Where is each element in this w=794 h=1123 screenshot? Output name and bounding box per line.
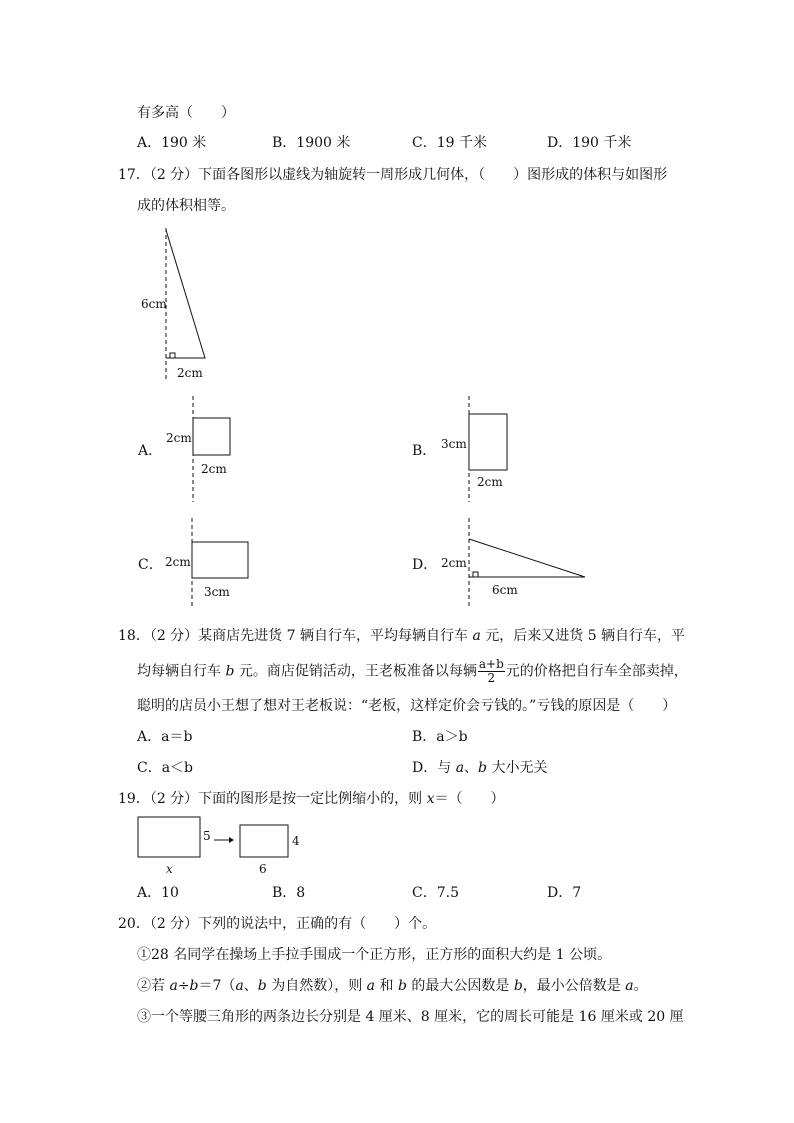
q18-option-d[interactable]: D．与 a、b 大小无关 <box>412 760 548 776</box>
q18-question-line3: 聪明的店员小王想了想对王老板说：“老板，这样定价会亏钱的。”亏钱的原因是（ ） <box>137 698 677 714</box>
q19-option-a[interactable]: A．10 <box>137 885 179 901</box>
q17-option-d-width-label: 6cm <box>492 583 518 597</box>
q19-big-bottom-label: x <box>166 862 173 876</box>
q19-question-line: 19．（2 分）下面的图形是按一定比例缩小的，则 x＝（ ） <box>118 791 505 807</box>
q17-option-d-letter[interactable]: D． <box>412 557 438 573</box>
q20-statement-3: ③一个等腰三角形的两条边长分别是 4 厘米、8 厘米，它的周长可能是 16 厘米或 20 厘 <box>137 1009 684 1025</box>
q18-fraction: $\frac{a+b}{2}$ <box>478 657 504 685</box>
q18-option-c[interactable]: C．a＜b <box>137 760 194 776</box>
q17-question-line1: 17．（2 分）下面各图形以虚线为轴旋转一周形成几何体，（ ）图形成的体积与如图形 <box>118 167 668 183</box>
q17-option-a-letter[interactable]: A． <box>138 443 163 459</box>
q20-statement-2: ②若 a÷b＝7（a、b 为自然数），则 a 和 b 的最大公因数是 b，最小公倍数是 a。 <box>137 978 648 994</box>
q17-main-height-label: 6cm <box>141 297 167 311</box>
q20-question-line: 20．（2 分）下列的说法中，正确的有（ ）个。 <box>118 916 437 932</box>
q17-option-d-height-label: 2cm <box>441 556 467 570</box>
q17-option-a-width-label: 2cm <box>201 462 227 476</box>
q16-option-b[interactable]: B．1900 米 <box>272 135 351 151</box>
q19-big-side-label: 5 <box>203 829 211 843</box>
q17-option-a-height-label: 2cm <box>166 431 192 445</box>
q19-small-bottom-label: 6 <box>259 862 267 876</box>
q18-question-line2: 均每辆自行车 b 元。商店促销活动，王老板准备以每辆 $\frac{a+b}{2}$ 元的价格把自行车全部卖掉， <box>137 657 688 685</box>
q16-option-a[interactable]: A．190 米 <box>137 135 207 151</box>
q16-option-d[interactable]: D．190 千米 <box>547 135 632 151</box>
q20-statement-1: ①28 名同学在操场上手拉手围成一个正方形，正方形的面积大约是 1 公顷。 <box>137 947 612 963</box>
q19-option-b[interactable]: B．8 <box>272 885 306 901</box>
q17-option-b-width-label: 2cm <box>477 475 503 489</box>
q16-option-c[interactable]: C．19 千米 <box>412 135 487 151</box>
q18-option-a[interactable]: A．a＝b <box>137 729 193 745</box>
q17-option-c-height-label: 2cm <box>165 555 191 569</box>
q18-question-line1: 18．（2 分）某商店先进货 7 辆自行车，平均每辆自行车 a 元，后来又进货 5 辆自行车，平 <box>118 628 686 644</box>
q19-option-d[interactable]: D．7 <box>547 885 582 901</box>
q17-option-b-letter[interactable]: B． <box>412 443 437 459</box>
q18-option-b[interactable]: B．a＞b <box>412 729 468 745</box>
q19-option-c[interactable]: C．7.5 <box>412 885 459 901</box>
q17-question-line2: 成的体积相等。 <box>137 198 235 214</box>
q17-option-b-height-label: 3cm <box>441 437 467 451</box>
q17-option-c-width-label: 3cm <box>204 585 230 599</box>
q19-small-side-label: 4 <box>292 834 300 848</box>
q17-main-base-label: 2cm <box>177 366 203 380</box>
q17-option-c-letter[interactable]: C． <box>138 557 163 573</box>
q16-tail-text: 有多高（ ） <box>137 105 235 121</box>
